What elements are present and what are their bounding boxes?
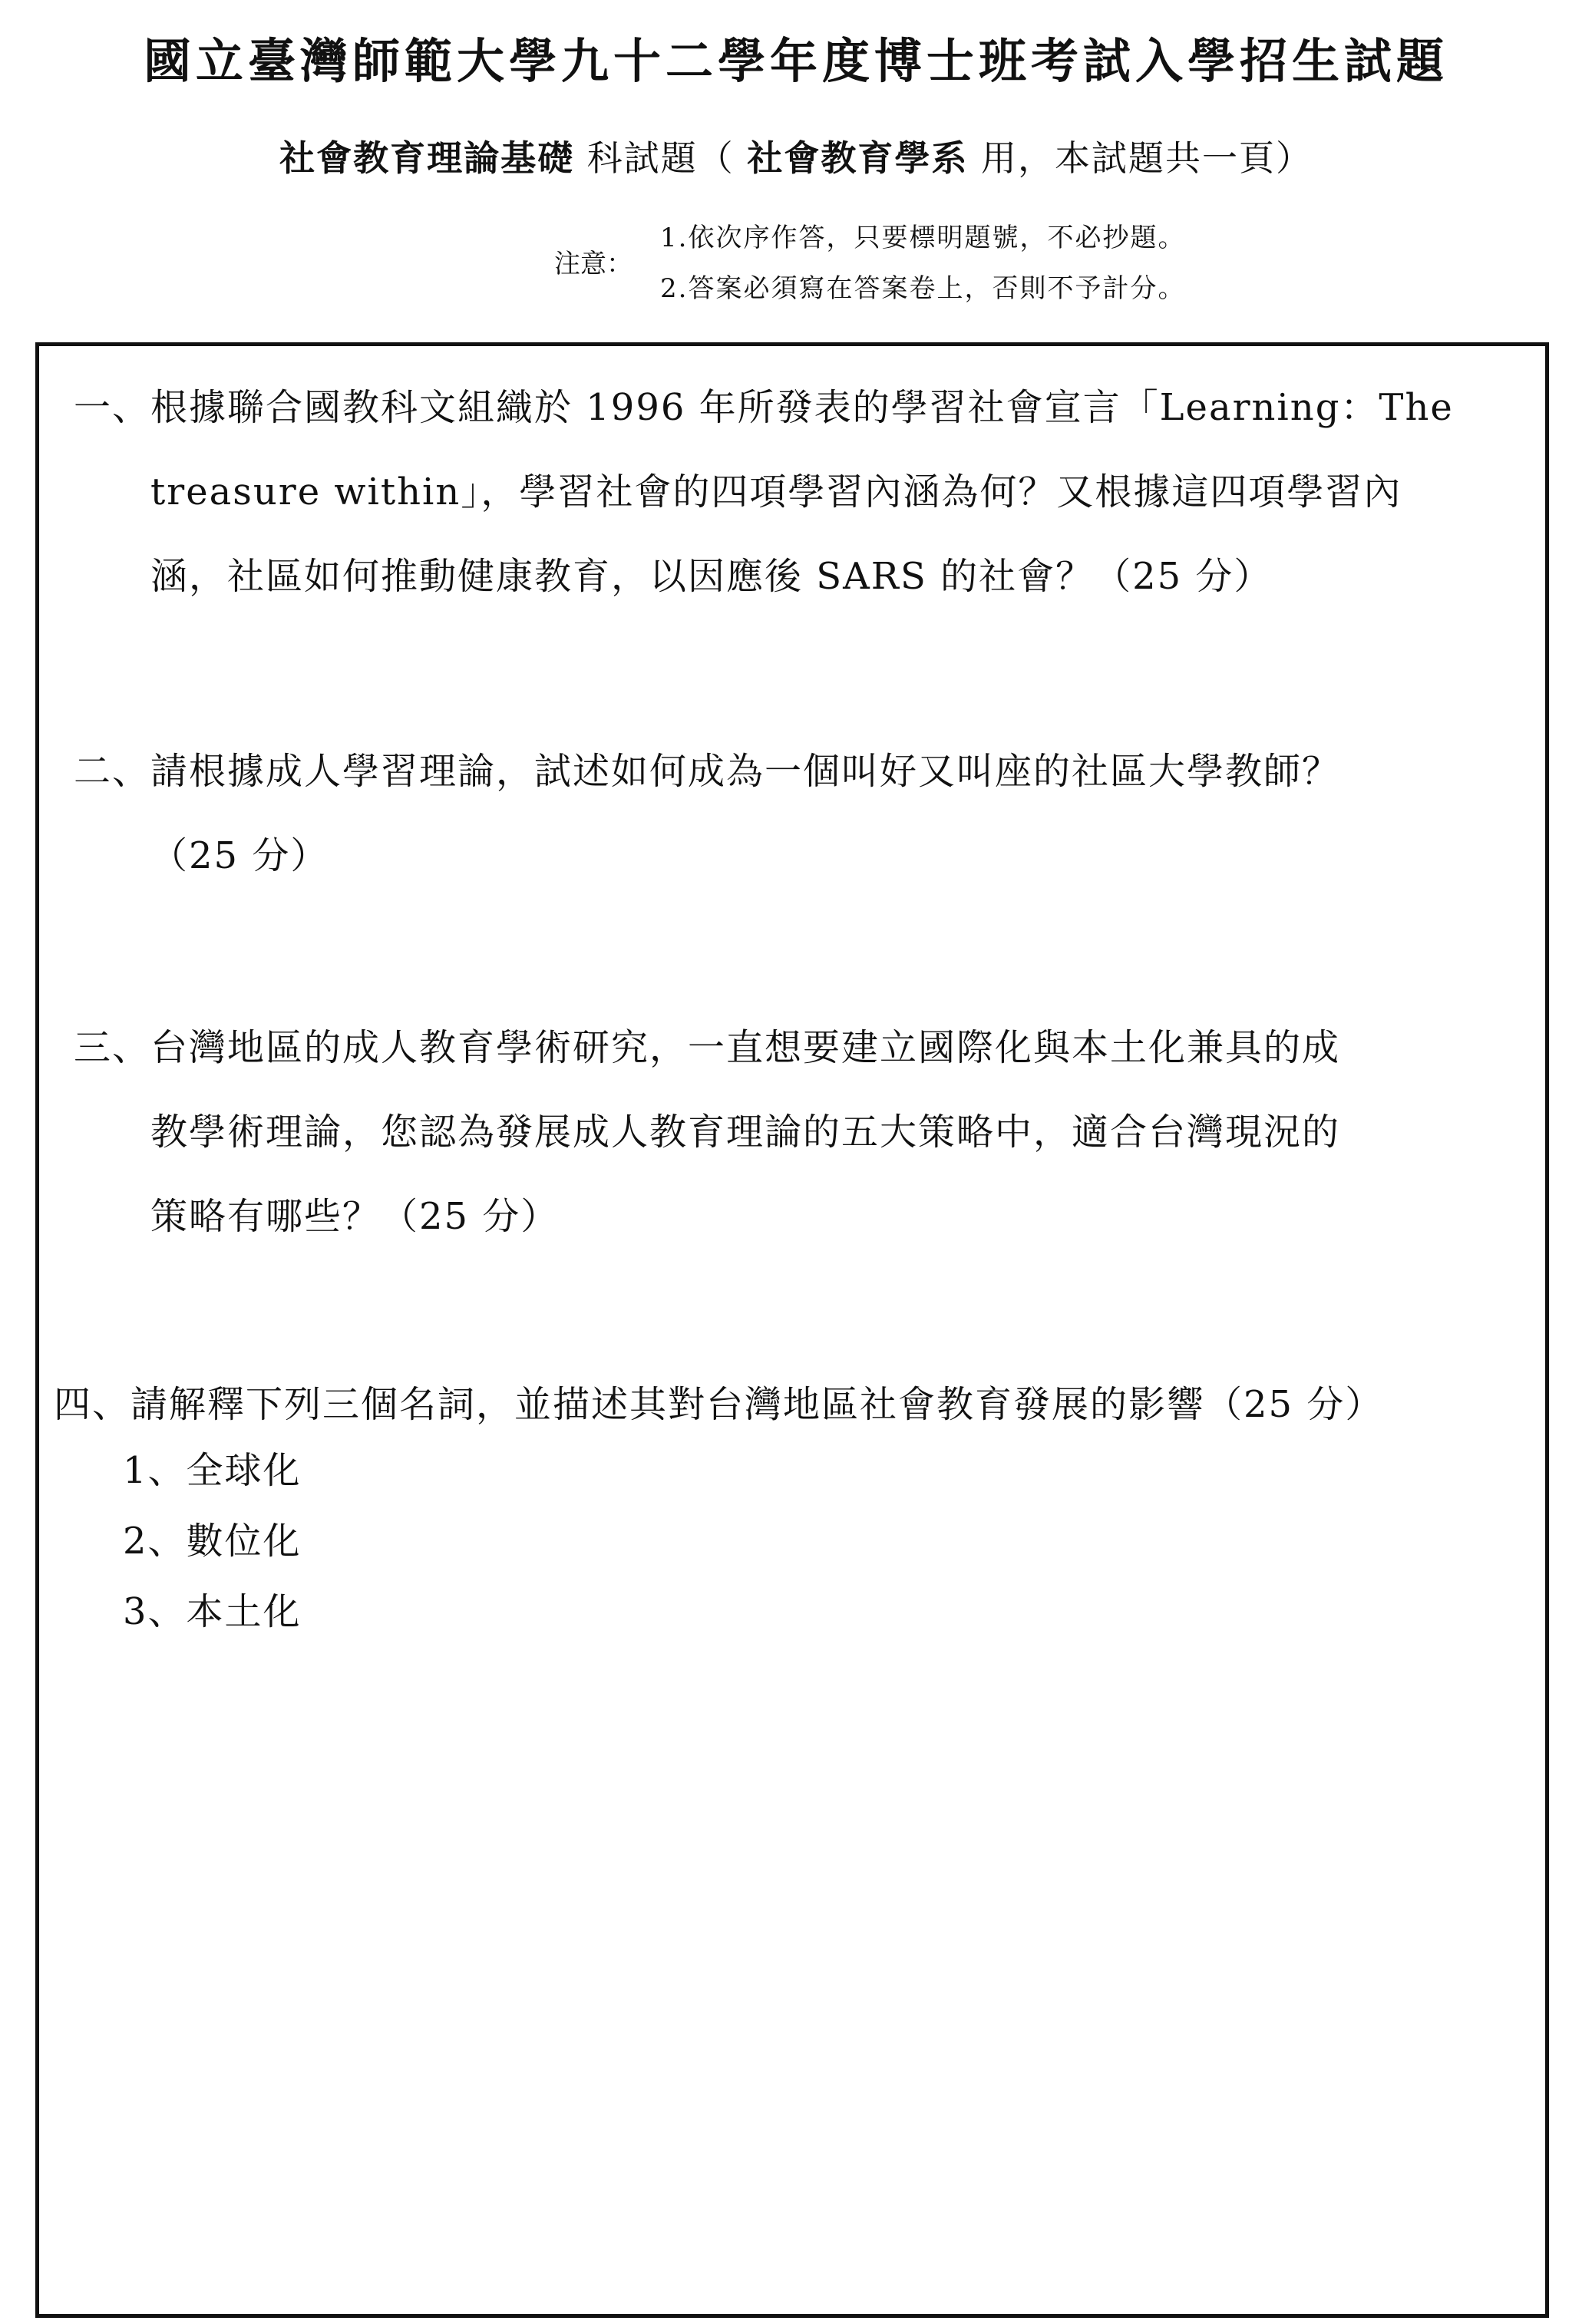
question-line: 教學術理論，您認為發展成人教育理論的五大策略中，適合台灣現況的 <box>150 1111 1341 1154</box>
question-number: 二、 <box>74 750 151 793</box>
question-number: 四、 <box>54 1383 131 1426</box>
question-line: 請解釋下列三個名詞，並描述其對台灣地區社會教育發展的影響（25 分） <box>130 1383 1384 1426</box>
question-line: 請根據成人學習理論，試述如何成為一個叫好又叫座的社區大學教師？ <box>150 750 1341 793</box>
department-name: 社會教育學系 <box>747 137 969 179</box>
department-suffix: 用，本試題共一頁） <box>980 137 1313 179</box>
notice-item-1: 1.依次序作答，只要標明題號，不必抄題。 <box>660 223 1186 253</box>
question-line: treasure within」，學習社會的四項學習內涵為何？又根據這四項學習內 <box>150 470 1402 513</box>
term-list <box>123 1435 302 1647</box>
notice-block <box>554 216 1475 316</box>
question-body <box>150 365 1454 619</box>
term-item: 1、全球化 <box>123 1449 302 1492</box>
subject-name: 社會教育理論基礎 <box>279 137 575 179</box>
notice-item-2: 2.答案必須寫在答案卷上，否則不予計分。 <box>660 273 1186 304</box>
exam-subtitle <box>0 130 1592 181</box>
question-frame <box>35 342 1549 2318</box>
subject-suffix: 科試題（ <box>586 137 735 179</box>
question-line: （25 分） <box>150 834 329 877</box>
question-body <box>150 1005 1340 1259</box>
question-body <box>130 1362 1383 1447</box>
question-line: 涵，社區如何推動健康教育，以因應後 SARS 的社會？（25 分） <box>150 555 1273 598</box>
question-number: 三、 <box>74 1026 151 1069</box>
notice-label: 注意： <box>554 249 633 279</box>
term-item: 2、數位化 <box>123 1520 302 1563</box>
term-item: 3、本土化 <box>123 1590 302 1633</box>
question-number: 一、 <box>74 386 151 429</box>
question-line: 台灣地區的成人教育學術研究，一直想要建立國際化與本土化兼具的成 <box>150 1026 1341 1069</box>
question-line: 根據聯合國教科文組織於 1996 年所發表的學習社會宣言「Learning：The <box>150 386 1454 429</box>
exam-title: 國立臺灣師範大學九十二學年度博士班考試入學招生試題 <box>143 33 1448 89</box>
question-line: 策略有哪些？（25 分） <box>150 1195 560 1238</box>
question-body <box>150 729 1340 898</box>
